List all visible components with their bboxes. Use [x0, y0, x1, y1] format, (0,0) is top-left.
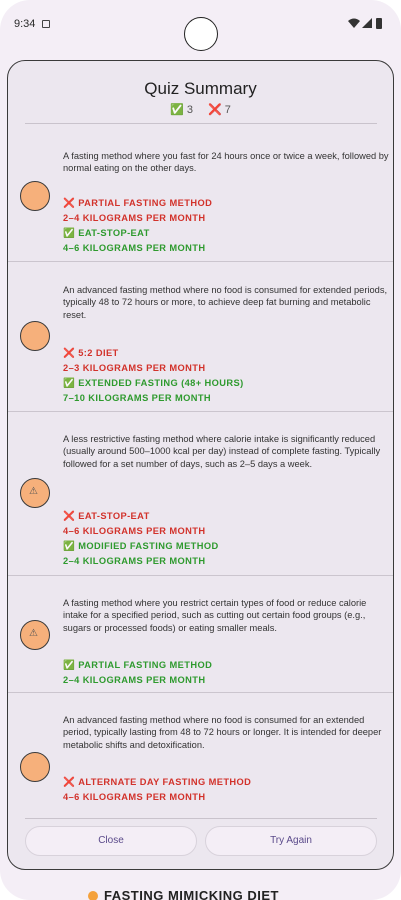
result-avatar-icon: ⚠	[20, 478, 50, 508]
wrong-count: 7	[224, 104, 231, 116]
result-avatar-icon	[20, 181, 50, 211]
result-item	[8, 262, 394, 412]
wifi-icon	[348, 18, 360, 28]
correct-answer: ✅ EAT-STOP-EAT	[63, 228, 150, 239]
result-description: A fasting method where you fast for 24 hours once or twice a week, followed by normal eating on the other days.	[63, 151, 389, 174]
correct-answer-detail: 7–10 KILOGRAMS PER MONTH	[63, 393, 212, 403]
result-avatar-icon	[20, 752, 50, 782]
correct-answer: ✅ EXTENDED FASTING (48+ HOURS)	[63, 378, 244, 389]
status-bar	[0, 0, 401, 50]
user-answer: ❌ EAT-STOP-EAT	[63, 511, 150, 522]
result-description: A fasting method where you restrict certain types of food or reduce calorie intake for a specified period, such as cutting out certain food groups (e.g., sugars or processed foods) or eating smaller meals.	[63, 598, 367, 633]
result-description: An advanced fasting method where no food is consumed for an extended period, typically lasting from 48 to 72 hours or longer. It is intended for deeper metabolic shifts and detoxification.	[63, 715, 382, 750]
result-description: A less restrictive fasting method where calorie intake is significantly reduced (usually around 500–1000 kcal per day) instead of complete fasting. Typically followed for a set number of days, such as 2–5 days a week.	[63, 434, 381, 469]
user-answer: ❌ PARTIAL FASTING METHOD	[63, 198, 213, 209]
footer-divider	[25, 818, 377, 819]
correct-icon: ✅	[170, 104, 184, 116]
user-answer-detail: 4–6 KILOGRAMS PER MONTH	[63, 526, 206, 536]
score-summary	[8, 103, 393, 116]
result-answers	[63, 775, 391, 805]
result-item	[8, 576, 394, 693]
wrong-icon: ❌	[208, 104, 222, 116]
result-avatar-icon	[20, 321, 50, 351]
battery-icon	[376, 18, 382, 29]
quiz-summary-dialog	[7, 60, 394, 870]
correct-count: 3	[186, 104, 193, 116]
dialog-title: Quiz Summary	[144, 79, 257, 98]
user-answer: ❌ 5:2 DIET	[63, 348, 119, 359]
correct-answer: ✅ PARTIAL FASTING METHOD	[63, 660, 213, 671]
user-answer-detail: 4–6 KILOGRAMS PER MONTH	[63, 792, 206, 802]
result-answers	[63, 196, 391, 256]
correct-answer-detail: 2–4 KILOGRAMS PER MONTH	[63, 556, 206, 566]
status-time: 9:34	[14, 18, 36, 30]
correct-answer-detail: 4–6 KILOGRAMS PER MONTH	[63, 243, 206, 253]
result-item	[8, 124, 394, 262]
camera-cutout	[184, 17, 218, 51]
result-avatar-icon: ⚠	[20, 620, 50, 650]
result-item	[8, 412, 394, 576]
close-button[interactable]: Close	[25, 826, 197, 856]
result-answers	[63, 346, 391, 406]
result-answers	[63, 509, 391, 569]
result-answers	[63, 658, 391, 688]
user-answer: ❌ ALTERNATE DAY FASTING METHOD	[63, 777, 252, 788]
try-again-button[interactable]: Try Again	[205, 826, 377, 856]
correct-answer-detail: 2–4 KILOGRAMS PER MONTH	[63, 675, 206, 685]
correct-answer: ✅ MODIFIED FASTING METHOD	[63, 541, 219, 552]
result-description: An advanced fasting method where no food is consumed for extended periods, typically 48 to 72 hours or more, to achieve deep fat burning and metabolic reset.	[63, 285, 388, 320]
signal-icon	[362, 18, 372, 28]
user-answer-detail: 2–4 KILOGRAMS PER MONTH	[63, 213, 206, 223]
background-item-label: FASTING MIMICKING DIET	[104, 888, 279, 900]
result-item	[8, 693, 394, 818]
notification-icon	[42, 20, 50, 28]
user-answer-detail: 2–3 KILOGRAMS PER MONTH	[63, 363, 206, 373]
